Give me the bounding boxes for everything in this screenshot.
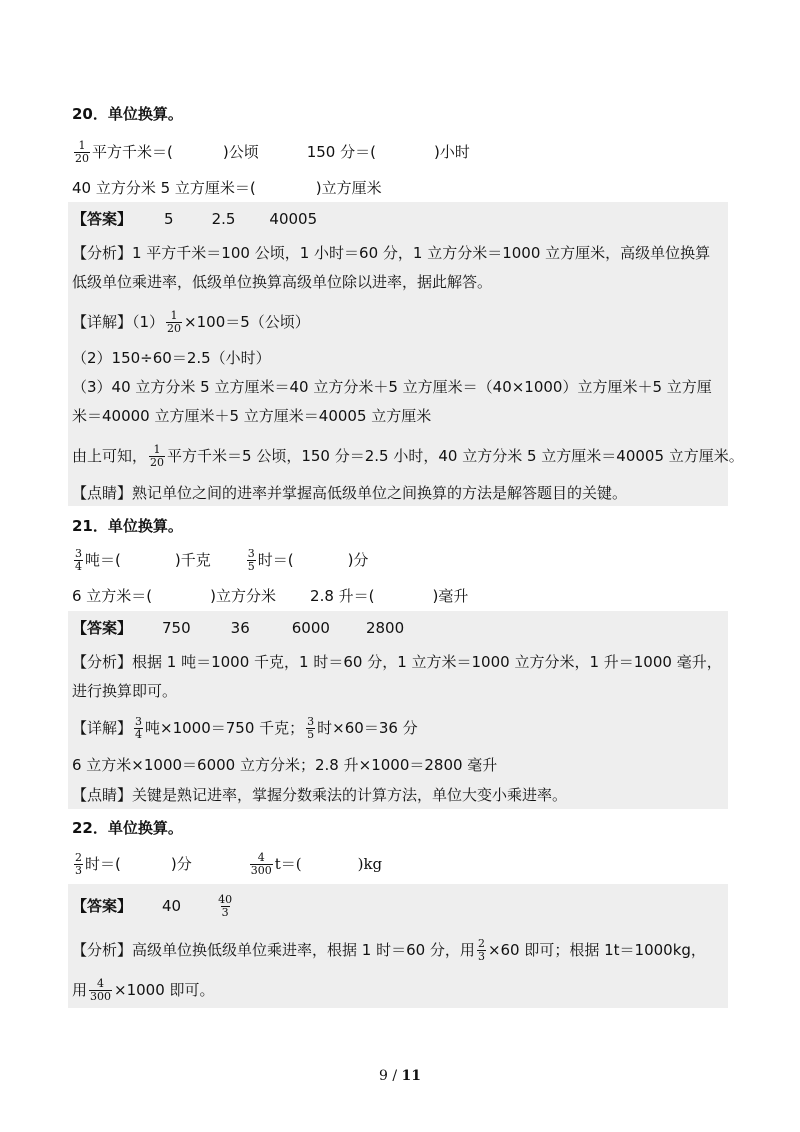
analysis-21-line-1: 【分析】根据 1 吨＝1000 千克，1 时＝60 分，1 立方米＝1000 立方分米，1 升＝1000 毫升， <box>72 653 722 671</box>
question-21-title: 21．单位换算。 <box>72 517 183 535</box>
question-22-title: 22．单位换算。 <box>72 819 183 837</box>
summary-20: 由上可知， $\frac{1}{20}$ 平方千米＝5 公顷，150 分＝2.5 小时，40 立方分米 5 立方厘米＝40005 立方厘米。 <box>72 443 744 469</box>
fraction-4-300: $\frac{4}{300}$ <box>90 977 112 1003</box>
analysis-22-line-2: 用 $\frac{4}{300}$ ×1000 即可。 <box>72 977 215 1003</box>
question-20-line-1: $\frac{1}{20}$ 平方千米＝( )公顷 150 分＝( )小时 <box>75 139 470 165</box>
analysis-22-line-1: 【分析】高级单位换低级单位乘进率，根据 1 时＝60 分，用 $\frac{2}{3}$ ×60 即可；根据 1t＝1000kg， <box>72 937 706 963</box>
page-number <box>0 1068 800 1084</box>
total-pages: 11 <box>401 1068 422 1084</box>
fraction-1-20: $\frac{1}{20}$ <box>167 309 182 335</box>
detail-20-line-3a: （3）40 立方分米 5 立方厘米＝40 立方分米＋5 立方厘米＝（40×1000）立方厘米＋5 立方厘 <box>72 378 712 396</box>
fraction-2-3: $\frac{2}{3}$ <box>75 851 82 877</box>
fraction-3-5: $\frac{3}{5}$ <box>247 547 255 573</box>
answer-22: 【答案】 40 $\frac{40}{3}$ <box>72 893 233 919</box>
analysis-21-line-2: 进行换算即可。 <box>72 682 178 700</box>
answer-block-21 <box>68 611 728 809</box>
detail-21-line-1: 【详解】 $\frac{3}{4}$ 吨×1000＝750 千克； $\frac{3}{5}$ 时×60＝36 分 <box>72 715 418 741</box>
detail-21-line-2: 6 立方米×1000＝6000 立方分米；2.8 升×1000＝2800 毫升 <box>72 756 498 774</box>
detail-20-line-3b: 米＝40000 立方厘米＋5 立方厘米＝40005 立方厘米 <box>72 407 432 425</box>
key-point-21: 【点睛】关键是熟记进率，掌握分数乘法的计算方法，单位大变小乘进率。 <box>72 786 568 804</box>
key-point-20: 【点睛】熟记单位之间的进率并掌握高低级单位之间换算的方法是解答题目的关键。 <box>72 484 628 502</box>
analysis-20-line-2: 低级单位乘进率，低级单位换算高级单位除以进率，据此解答。 <box>72 273 493 291</box>
fraction-1-20: $\frac{1}{20}$ <box>150 443 165 469</box>
question-21-line-1: $\frac{3}{4}$ 吨＝( )千克 $\frac{3}{5}$ 时＝( )分 <box>75 547 369 573</box>
question-20-line-2: 40 立方分米 5 立方厘米＝( )立方厘米 <box>72 179 382 197</box>
question-20-title: 20．单位换算。 <box>72 105 183 123</box>
page-separator: / <box>392 1068 398 1084</box>
fraction-2-3: $\frac{2}{3}$ <box>477 937 485 963</box>
fraction-3-4: $\frac{3}{4}$ <box>135 715 143 741</box>
question-21-line-2: 6 立方米＝( )立方分米 2.8 升＝( )毫升 <box>72 587 469 605</box>
fraction-4-300: $\frac{4}{300}$ <box>250 851 272 877</box>
answer-20: 【答案】 5 2.5 40005 <box>72 210 318 228</box>
analysis-20-line-1: 【分析】1 平方千米＝100 公顷，1 小时＝60 分，1 立方分米＝1000 立方厘米，高级单位换算 <box>72 244 711 262</box>
detail-20-line-2: （2）150÷60＝2.5（小时） <box>72 349 271 367</box>
question-22-line-1: $\frac{2}{3}$ 时＝( )分 $\frac{4}{300}$ t＝( )kg <box>75 851 383 877</box>
fraction-3-5: $\frac{3}{5}$ <box>307 715 315 741</box>
fraction-1-20: $\frac{1}{20}$ <box>75 139 89 165</box>
fraction-40-3: $\frac{40}{3}$ <box>218 893 233 919</box>
current-page: 9 <box>378 1068 388 1084</box>
detail-20-line-1: 【详解】（1） $\frac{1}{20}$ ×100＝5（公顷） <box>72 309 310 335</box>
answer-21: 【答案】 750 36 6000 2800 <box>72 619 405 637</box>
fraction-3-4: $\frac{3}{4}$ <box>75 547 82 573</box>
